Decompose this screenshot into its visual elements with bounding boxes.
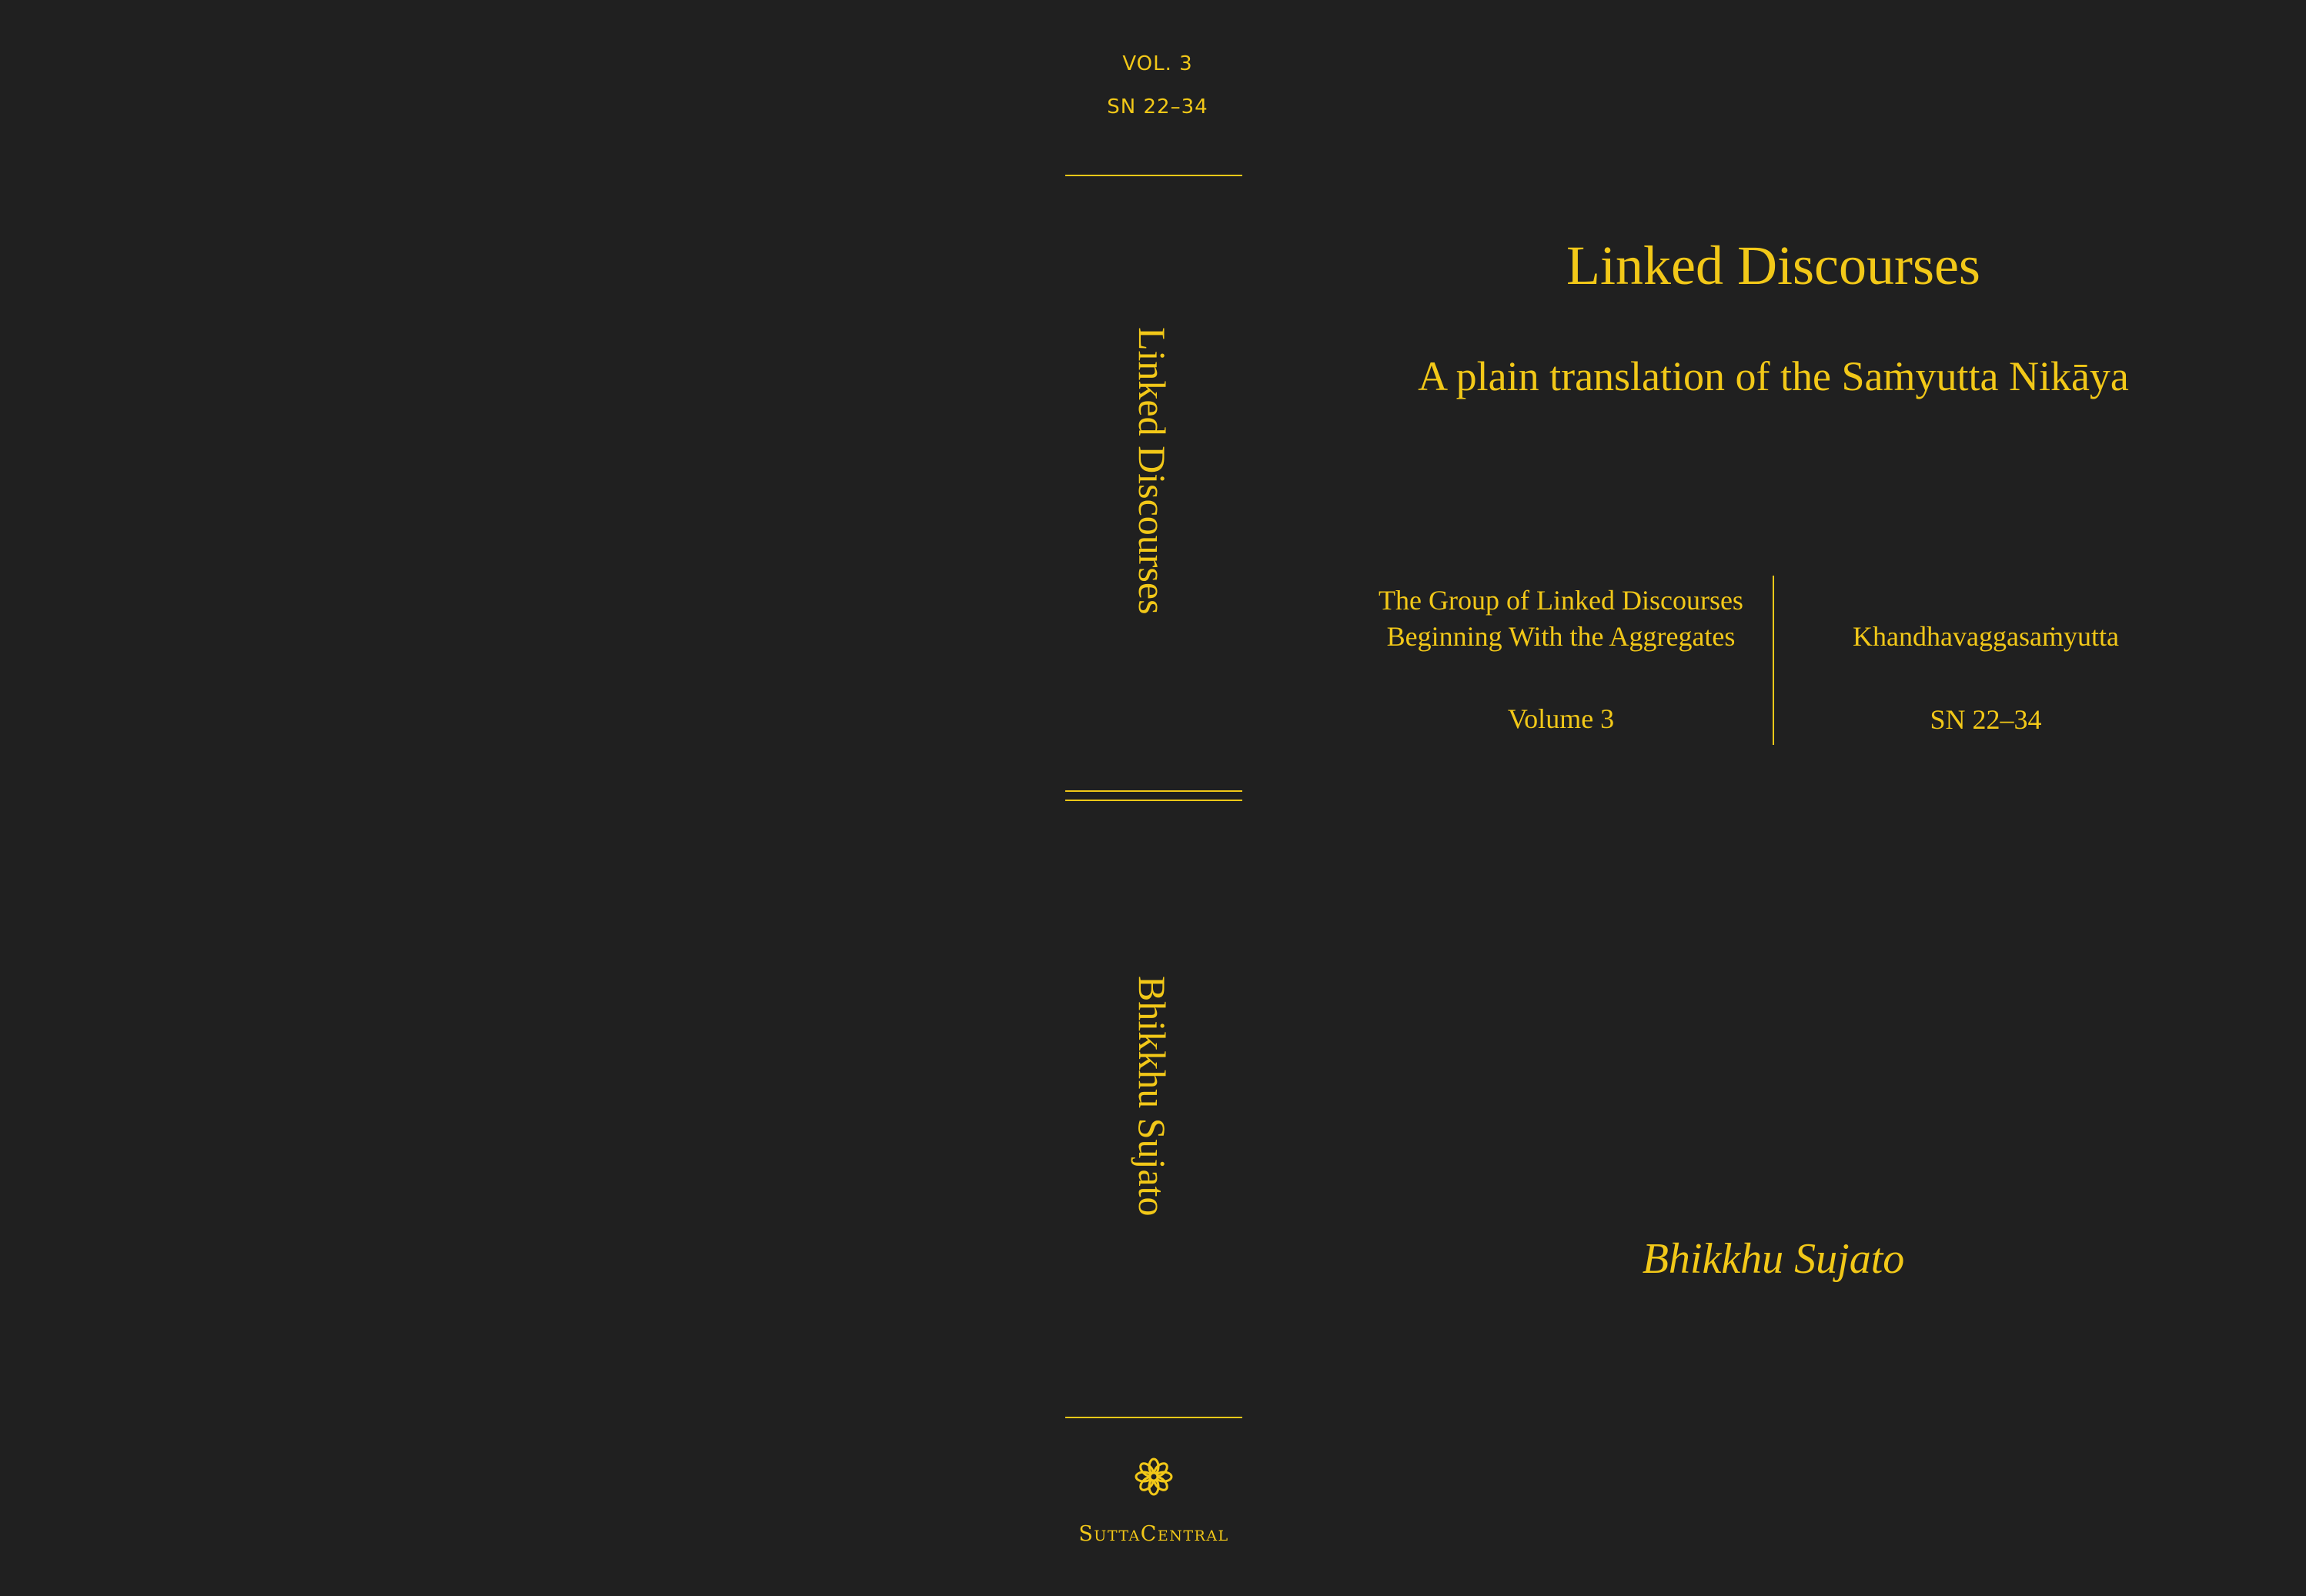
- spine-rule-bottom: [1065, 1417, 1242, 1418]
- pali-name: Khandhavaggasaṁyutta: [1853, 621, 2119, 652]
- spine-rule-middle-1: [1065, 790, 1242, 792]
- spine-author: Bhikkhu Sujato: [1131, 976, 1174, 1217]
- spine-rule-middle-2: [1065, 800, 1242, 801]
- cover-author: Bhikkhu Sujato: [1642, 1235, 1905, 1283]
- spine-title: Linked Discourses: [1131, 327, 1174, 615]
- lotus-icon: [1135, 1457, 1173, 1496]
- column-divider: [1773, 576, 1774, 745]
- spine-rule-top: [1065, 175, 1242, 176]
- group-title: The Group of Linked Discourses Beginning With the Aggregates: [1379, 585, 1743, 652]
- cover-title: Linked Discourses: [1566, 235, 1980, 296]
- sutta-range: SN 22–34: [1930, 704, 2042, 735]
- spine-range-label: SN 22–34: [1107, 95, 1208, 119]
- spine-volume-label: VOL. 3: [1122, 52, 1193, 75]
- volume-label: Volume 3: [1507, 703, 1615, 734]
- cover-subtitle: A plain translation of the Saṁyutta Nikāya: [1418, 353, 2129, 399]
- publisher-name: SuttaCentral: [1078, 1522, 1229, 1546]
